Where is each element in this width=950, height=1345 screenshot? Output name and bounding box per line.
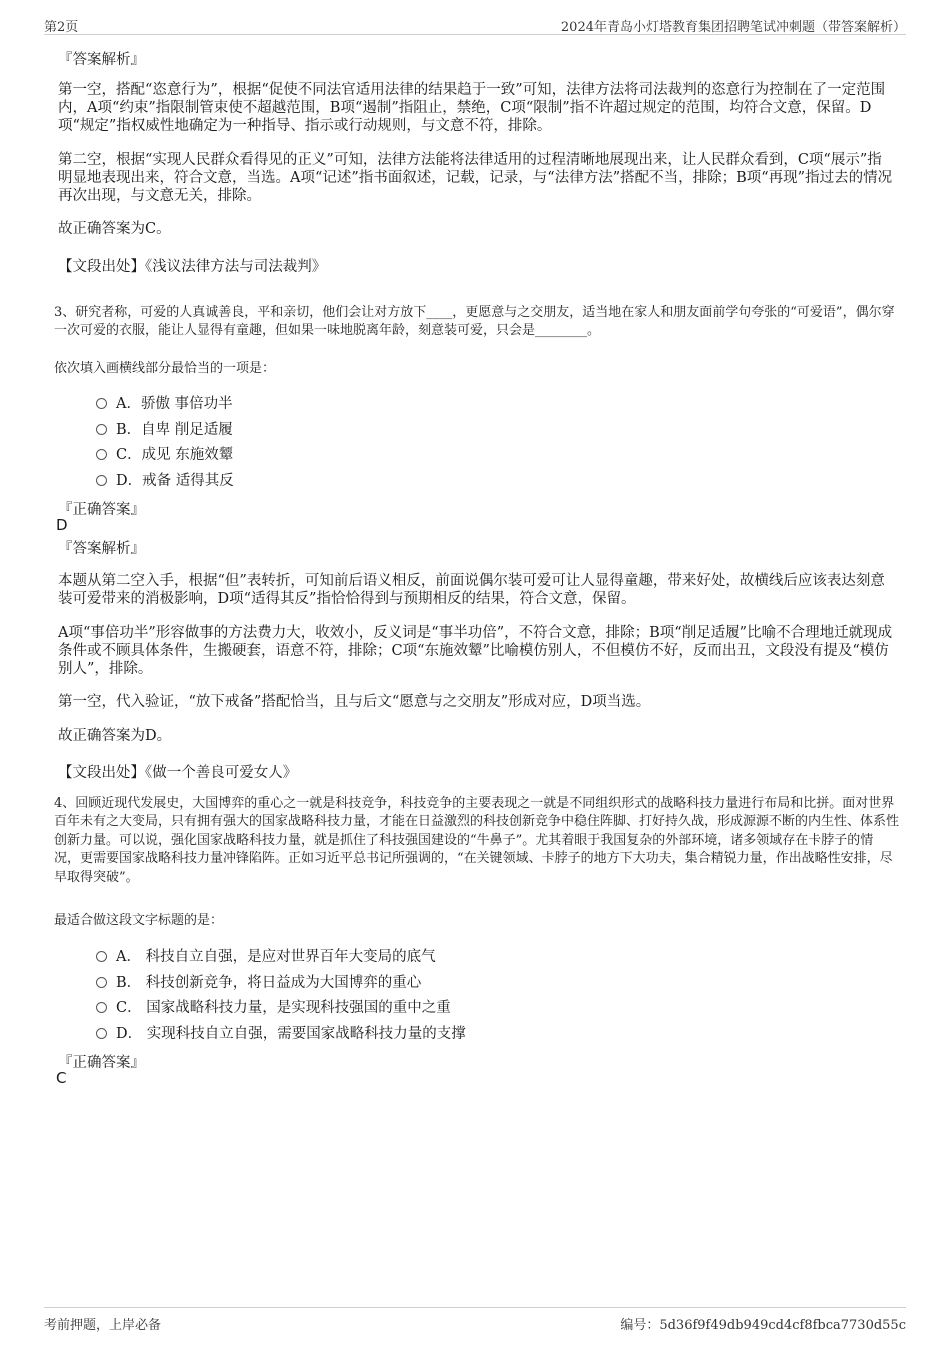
q4-option-d-label: D． 实现科技自立自强，需要国家战略科技力量的支撑	[116, 1025, 466, 1042]
q3-analysis-para-1: 本题从第二空入手，根据“但”表转折，可知前后语义相反，前面说偶尔装可爱可让人显得童趣，带来好处，故横线后应该表达刻意装可爱带来的消极影响，D项“适得其反”指恰恰得到与预期相反的结果，符合文意，保留。	[58, 573, 885, 607]
q3-stem: 3、研究者称，可爱的人真诚善良，平和亲切，他们会让对方放下____，更愿意与之交朋友，适当地在家人和朋友面前学句夸张的“可爱语”，偶尔穿一次可爱的衣服，能让人显得有童趣，但如果一味地脱离年龄，刻意装可爱，只会是________。	[54, 305, 895, 339]
q4-option-b[interactable]	[96, 972, 421, 990]
document-code: 编号：5d36f9f49db949cd4cf8fbca7730d55c	[620, 1318, 906, 1333]
q4-option-c-label: C． 国家战略科技力量，是实现科技强国的重中之重	[116, 999, 451, 1016]
q3-answer-label: 『正确答案』	[58, 502, 145, 518]
q2-analysis-para-2: 第二空，根据“实现人民群众看得见的正义”可知，法律方法能将法律适用的过程清晰地展现出来，让人民群众看到，C项“展示”指明显地表现出来，符合文意，当选。A项“记述”指书面叙述，记载，记录，与“法律方法”搭配不当，排除；B项“再现”指过去的情况再次出现，与文意无关，排除。	[58, 152, 893, 204]
footer-slogan: 考前押题，上岸必备	[44, 1318, 162, 1333]
q4-answer-label: 『正确答案』	[58, 1055, 145, 1071]
q3-option-a[interactable]	[96, 393, 233, 411]
q4-option-b-label: B． 科技创新竞争，将日益成为大国博弈的重心	[116, 974, 422, 991]
q3-option-d[interactable]	[96, 470, 234, 488]
page-number: 第2页	[44, 20, 79, 35]
radio-icon[interactable]	[96, 475, 107, 486]
q3-conclusion: 故正确答案为D。	[58, 728, 172, 744]
q4-option-a[interactable]	[96, 946, 436, 964]
document-title: 2024年青岛小灯塔教育集团招聘笔试冲刺题（带答案解析）	[560, 20, 906, 35]
q2-analysis-label: 『答案解析』	[58, 52, 145, 68]
q3-option-c-label: C．成见 东施效颦	[116, 446, 234, 463]
q4-option-c[interactable]	[96, 997, 451, 1015]
q3-analysis-para-3: 第一空，代入验证，“放下戒备”搭配恰当，且与后文“愿意与之交朋友”形成对应，D项当选。	[58, 694, 651, 710]
q4-prompt: 最适合做这段文字标题的是：	[54, 913, 224, 928]
q3-analysis-label: 『答案解析』	[58, 541, 145, 557]
q3-option-a-label: A．骄傲 事倍功半	[116, 395, 233, 412]
q4-option-a-label: A． 科技自立自强，是应对世界百年大变局的底气	[116, 948, 436, 965]
q3-option-b[interactable]	[96, 419, 233, 437]
q2-conclusion: 故正确答案为C。	[58, 221, 171, 237]
radio-icon[interactable]	[96, 951, 107, 962]
q3-prompt: 依次填入画横线部分最恰当的一项是：	[54, 361, 276, 376]
q2-analysis-para-1: 第一空，搭配“恣意行为”，根据“促使不同法官适用法律的结果趋于一致”可知，法律方法将司法裁判的恣意行为控制在了一定范围内，A项“约束”指限制管束使不超越范围，B项“遏制”指阻止，禁绝，C项“限制”指不许超过规定的范围，均符合文意，保留。D项“规定”指权威性地确定为一种指导、指示或行动规则，与文意不符，排除。	[58, 82, 886, 134]
radio-icon[interactable]	[96, 398, 107, 409]
q3-option-b-label: B．自卑 削足适履	[116, 421, 233, 438]
radio-icon[interactable]	[96, 1028, 107, 1039]
page-footer	[44, 1307, 906, 1332]
radio-icon[interactable]	[96, 449, 107, 460]
q3-option-d-label: D．戒备 适得其反	[116, 472, 234, 489]
q3-analysis-para-2: A项“事倍功半”形容做事的方法费力大，收效小，反义词是“事半功倍”，不符合文意，排除；B项“削足适履”比喻不合理地迁就现成条件或不顾具体条件，生搬硬套，语意不符，排除；C项“东施效颦”比喻模仿别人，不但模仿不好，反而出丑，文段没有提及“模仿别人”，排除。	[58, 625, 893, 677]
q4-option-d[interactable]	[96, 1023, 466, 1041]
q4-answer: C	[56, 1069, 67, 1087]
q3-answer: D	[56, 516, 68, 534]
q4-stem: 4、回顾近现代发展史，大国博弈的重心之一就是科技竞争，科技竞争的主要表现之一就是不同组织形式的战略科技力量进行布局和比拼。面对世界百年未有之大变局，只有拥有强大的国家战略科技力量，才能在日益激烈的科技创新竞争中稳住阵脚、打好持久战，形成源源不断的内生性、体系性创新力量。可以说，强化国家战略科技力量，就是抓住了科技强国建设的“牛鼻子”。尤其着眼于我国复杂的外部环境，诸多领域存在卡脖子的情况，更需要国家战略科技力量冲锋陷阵。正如习近平总书记所强调的，“在关键领域、卡脖子的地方下大功夫，集合精锐力量，作出战略性安排，尽早取得突破”。	[54, 796, 900, 885]
q3-option-c[interactable]	[96, 444, 233, 462]
radio-icon[interactable]	[96, 424, 107, 435]
radio-icon[interactable]	[96, 1002, 107, 1013]
page-header	[44, 14, 906, 35]
q3-source: 【文段出处】《做一个善良可爱女人》	[58, 765, 298, 781]
radio-icon[interactable]	[96, 977, 107, 988]
q2-source: 【文段出处】《浅议法律方法与司法裁判》	[58, 259, 327, 275]
